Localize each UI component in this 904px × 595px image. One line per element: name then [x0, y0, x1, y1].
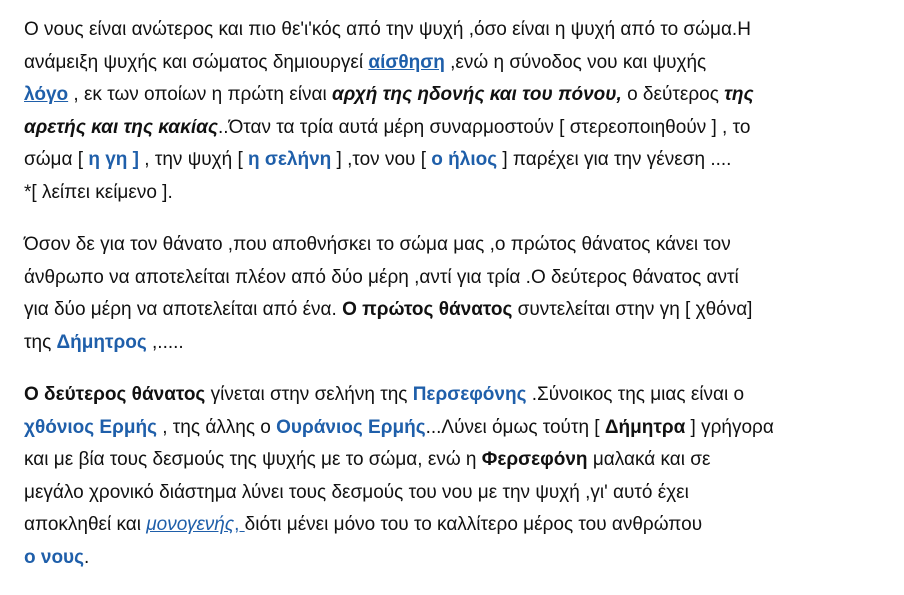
- term-o-ilios: ο ήλιος: [431, 149, 498, 170]
- text: ο δεύτερος: [621, 84, 725, 105]
- paragraph-2: [24, 229, 894, 359]
- text: ανάμειξη ψυχής και σώματος δημιουργεί: [24, 51, 369, 73]
- line: [24, 144, 894, 177]
- text: και με βία τους δεσμούς της ψυχής με το σώμα, ενώ η: [24, 449, 482, 470]
- emphasis-arxi: αρχή της ηδονής και του πόνου,: [331, 84, 622, 105]
- line: [24, 327, 894, 360]
- text: της: [24, 331, 57, 353]
- document-body: [24, 14, 894, 574]
- line: [24, 444, 894, 477]
- term-dimitros: Δήμητρος: [56, 331, 147, 353]
- emphasis-tis: της: [724, 84, 754, 105]
- line: [24, 509, 894, 542]
- text: ,: [234, 514, 245, 535]
- term-i-gi: η γη ]: [88, 149, 140, 170]
- text: ] γρήγορα: [685, 416, 774, 438]
- term-logo-link[interactable]: λόγο: [24, 84, 69, 105]
- text: σώμα [: [24, 149, 89, 170]
- text: συντελείται στην γη [ χθόνα]: [512, 299, 753, 320]
- emphasis-aretis: αρετής και της κακίας: [24, 116, 219, 138]
- text: Όσον δε για τον θάνατο ,που αποθνήσκει το σώμα μας ,ο πρώτος θάνατος κάνει τον: [24, 234, 731, 255]
- term-i-selini: η σελήνη: [248, 149, 332, 170]
- line: [24, 177, 894, 210]
- text: Ο νους είναι ανώτερος και πιο θε'ι'κός από την ψυχή ,όσο είναι η ψυχή από το σώμα.Η: [24, 19, 751, 40]
- emphasis-protos-thanatos: Ο πρώτος θάνατος: [342, 299, 513, 320]
- line: [24, 14, 894, 47]
- line: [24, 379, 894, 412]
- line: [24, 412, 894, 445]
- term-persefonis: Περσεφόνης: [412, 384, 527, 405]
- text: ...Λύνει όμως τούτη [: [425, 416, 605, 438]
- text: ] ,τον νου [: [331, 149, 432, 170]
- line: [24, 79, 894, 112]
- paragraph-3: [24, 379, 894, 574]
- text: ] παρέχει για την γένεση ....: [497, 149, 732, 170]
- text: μαλακά και σε: [587, 449, 711, 470]
- emphasis-defteros-thanatos: Ο δεύτερος θάνατος: [24, 384, 206, 405]
- text: ,ενώ η σύνοδος νου και ψυχής: [444, 51, 707, 73]
- line: [24, 112, 894, 145]
- text: , την ψυχή [: [139, 149, 249, 170]
- text: , της άλλης ο: [156, 416, 277, 438]
- text: μεγάλο χρονικό διάστημα λύνει τους δεσμούς του νου με την ψυχή ,γι' αυτό έχει: [24, 481, 689, 503]
- text: άνθρωπο να αποτελείται πλέον από δύο μέρη ,αντί για τρία .Ο δεύτερος θάνατος αντί: [24, 266, 739, 288]
- text: ,.....: [146, 331, 184, 353]
- line: [24, 542, 894, 575]
- line: [24, 294, 894, 327]
- emphasis-dimitra: Δήμητρα: [604, 416, 686, 438]
- paragraph-1: [24, 14, 894, 209]
- line: [24, 47, 894, 80]
- term-monogenis-link[interactable]: μονογενής: [146, 514, 235, 535]
- text: για δύο μέρη να αποτελείται από ένα.: [24, 299, 343, 320]
- text: γίνεται στην σελήνη της: [205, 384, 413, 405]
- text: .: [84, 546, 90, 568]
- line: [24, 229, 894, 262]
- text: διότι μένει μόνο του το καλλίτερο μέρος του ανθρώπου: [244, 514, 703, 535]
- text: αποκληθεί και: [24, 514, 147, 535]
- text: , εκ των οποίων η πρώτη είναι: [68, 84, 332, 105]
- emphasis-fersefoni: Φερσεφόνη: [481, 449, 588, 470]
- term-o-nous: ο νους: [24, 546, 84, 568]
- line: [24, 477, 894, 510]
- text: *[ λείπει κείμενο ].: [24, 181, 173, 203]
- text: ..Όταν τα τρία αυτά μέρη συναρμοστούν [ στερεοποιηθούν ] , το: [218, 116, 751, 138]
- term-ouranios-ermis: Ουράνιος Ερμής: [276, 416, 426, 438]
- term-xthonios-ermis: χθόνιος Ερμής: [24, 416, 157, 438]
- text: .Σύνοικος της μιας είναι ο: [526, 384, 745, 405]
- line: [24, 262, 894, 295]
- term-aisthisi-link[interactable]: αίσθηση: [368, 51, 445, 73]
